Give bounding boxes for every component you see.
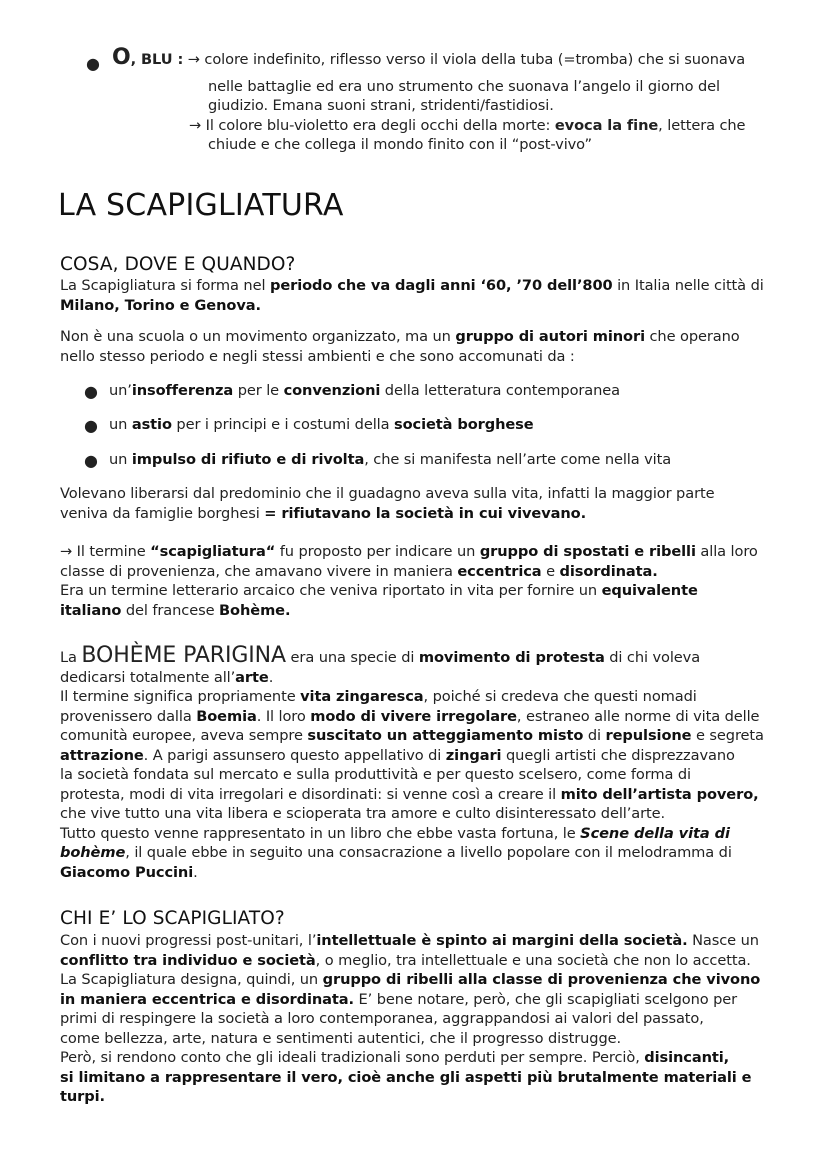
vowel-label: , BLU : (130, 51, 184, 68)
bullet-dot: ● (86, 54, 100, 73)
paragraph-boheme: La BOHÈME PARIGINA era una specie di movimento di protesta di chi voleva dedicarsi totalmente all’arte. Il termine significa propriamente vita zingaresca, poiché si credeva che questi nomadi provenissero dalla Boemia. Il loro modo di vivere irregolare, estraneo alle norme di vita delle comunità europee, aveva sempre suscitato un atteggiamento misto di repulsione e segreta attrazione. A parigi assunsero questo appellativo di zingari quegli artisti che disprezzavano la società fondata sul mercato e sulla produttività e per questo scelsero, come forma di protesta, modi di vita irregolari e disordinati: si venne così a creare il mito dell’artista povero, che vive tutto una vita libera e scioperata tra amore e culto disinteressato dell’arte. Tutto questo venne rappresentato in un libro che ebbe vasta fortuna, le Scene della vita di bohème, il quale ebbe in seguito una consacrazione a livello popolare con il melodramma di Giacomo Puccini. (60, 643, 764, 881)
top-line-1: O, BLU : → colore indefinito, riflesso verso il viola della tuba (=tromba) che si suonava (112, 45, 746, 70)
bullet-dot: ● (84, 451, 98, 470)
top-line-4: → Il colore blu-violetto era degli occhi della morte: evoca la fine, lettera che (189, 117, 746, 134)
vowel-letter: O (112, 45, 131, 70)
paragraph-liberarsi: Volevano liberarsi dal predominio che il guadagno aveva sulla vita, infatti la maggior parte veniva da famiglie borghesi = rifiutavano la società in cui vivevano. (60, 485, 715, 522)
bullet-dot: ● (84, 382, 98, 401)
bullet-dot: ● (84, 416, 98, 435)
paragraph-intro: La Scapigliatura si forma nel periodo che va dagli anni ‘60, ’70 dell’800 in Italia nelle città di Milano, Torino e Genova. (60, 277, 764, 314)
boheme-heading: BOHÈME PARIGINA (81, 643, 286, 668)
section-heading-cosa-dove-quando: COSA, DOVE E QUANDO? (60, 254, 296, 275)
top-line-2: nelle battaglie ed era uno strumento che suonava l’angelo il giorno del (208, 78, 720, 95)
paragraph-termine: → Il termine “scapigliatura“ fu proposto per indicare un gruppo di spostati e ribelli alla loro classe di provenienza, che amavano vivere in maniera eccentrica e disordinata. Era un termine letterario arcaico che veniva riportato in vita per fornire un equivalente italiano del francese Bohème. (60, 543, 758, 619)
list-item: un’insofferenza per le convenzioni della letteratura contemporanea (109, 382, 621, 399)
section-heading-chi-e-lo-scapigliato: CHI E’ LO SCAPIGLIATO? (60, 908, 285, 929)
list-item: un astio per i principi e i costumi della società borghese (109, 416, 534, 433)
page-title: LA SCAPIGLIATURA (58, 188, 344, 223)
top-line-3: giudizio. Emana suoni strani, stridenti/fastidiosi. (208, 97, 554, 114)
paragraph-scapigliato: Con i nuovi progressi post-unitari, l’intellettuale è spinto ai margini della società. Nasce un conflitto tra individuo e società, o meglio, tra intellettuale e una società che non lo accetta. La Scapigliatura designa, quindi, un gruppo di ribelli alla classe di provenienza che vivono in maniera eccentrica e disordinata. E’ bene notare, però, che gli scapigliati scelgono per primi di respingere la società a loro contemporanea, aggrappandosi ai valori del passato, come bellezza, arte, natura e sentimenti autentici, che il progresso distrugge. Però, si rendono conto che gli ideali tradizionali sono perduti per sempre. Perciò, disincanti, si limitano a rappresentare il vero, cioè anche gli aspetti più brutalmente materiali e turpi. (60, 932, 761, 1105)
top-line-5: chiude e che collega il mondo finito con il “post-vivo” (208, 136, 592, 153)
list-item: un impulso di rifiuto e di rivolta, che si manifesta nell’arte come nella vita (109, 451, 672, 468)
paragraph-gruppo: Non è una scuola o un movimento organizzato, ma un gruppo di autori minori che operano nello stesso periodo e negli stessi ambienti e che sono accomunati da : (60, 328, 740, 365)
